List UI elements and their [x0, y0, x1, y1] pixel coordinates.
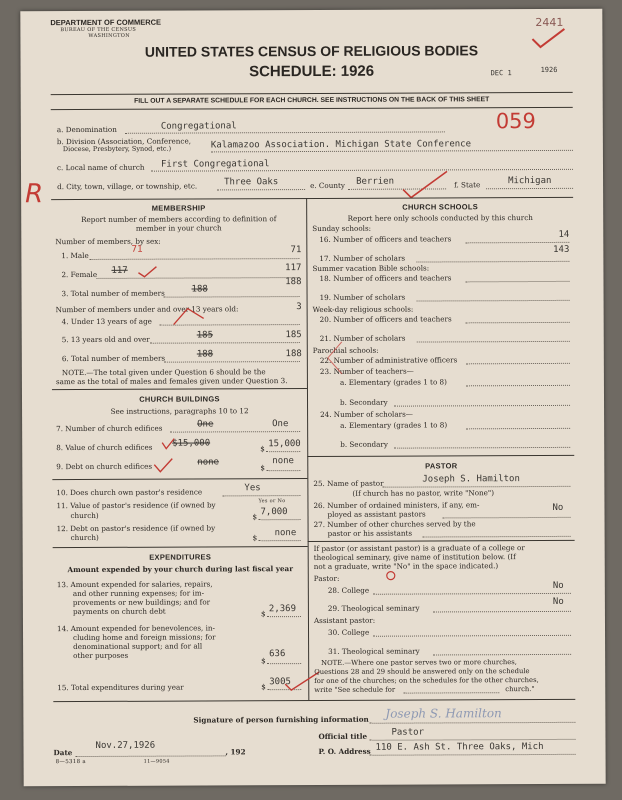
margin-r-mark: R: [25, 179, 44, 210]
under-over-label: Number of members under and over 13 years old:: [55, 304, 239, 315]
q13-label-1: 13. Amount expended for salaries, repairs,: [56, 579, 213, 590]
pastor-note-5: church.": [505, 685, 535, 694]
q21-label: 21. Number of scholars: [319, 333, 406, 343]
q12-value: none: [274, 528, 297, 539]
q5-label: 5. 13 years old and over: [61, 334, 150, 345]
red-checkmark-icon: [528, 27, 568, 49]
sunday-schools-label: Sunday schools:: [312, 223, 372, 234]
q9-pen-value: none: [197, 457, 219, 468]
schedule-title: SCHEDULE: 1926: [249, 62, 375, 81]
expenditures-section-title: EXPENDITURES: [149, 552, 212, 562]
q2-value: 117: [285, 263, 302, 274]
expenditures-sub: Amount expended by your church during last fiscal year: [67, 564, 294, 575]
q13-label-3: provements or new buildings; and for: [72, 597, 211, 608]
q19-label: 19. Number of scholars: [319, 292, 406, 302]
form-title: UNITED STATES CENSUS OF RELIGIOUS BODIES: [144, 42, 479, 60]
q5-pen-value: 185: [196, 330, 214, 341]
q15-value: 3005: [269, 677, 291, 688]
pastor-note-2: Questions 28 and 29 should be answered only on the schedule: [314, 667, 530, 676]
q14-label-4: other purposes: [73, 650, 129, 661]
official-title-label: Official title: [318, 731, 368, 741]
pastor-note-3: for one of the churches; on the schedules for the other churches,: [314, 676, 539, 685]
membership-sub-1: Report number of members according to definition of: [81, 214, 277, 225]
red-circle-mark-icon: [385, 570, 397, 582]
red-arrow-q4-icon: [172, 304, 206, 328]
schools-section-title: CHURCH SCHOOLS: [402, 202, 479, 212]
pastor-sub-label: Pastor:: [313, 573, 340, 583]
buildings-sub: See instructions, paragraphs 10 to 12: [110, 406, 249, 416]
pastor-note-4: write "See schedule for: [314, 685, 396, 694]
received-stamp-year: 1926: [540, 65, 558, 75]
q11-label-1: 11. Value of pastor's residence (if owned by: [56, 500, 216, 511]
q27-label-1: 27. Number of other churches served by the: [313, 519, 476, 529]
q2-pen-value: 117: [111, 265, 128, 276]
date-value: Nov.27,1926: [95, 740, 156, 751]
q24-label: 24. Number of scholars—: [320, 409, 413, 419]
q24-elementary-label: a. Elementary (grades 1 to 8): [340, 420, 448, 430]
red-check-county-icon: [401, 169, 451, 199]
q8-label: 8. Value of church edifices: [56, 442, 153, 453]
q22-label: 22. Number of administrative officers: [319, 355, 458, 365]
q7-value: One: [272, 419, 289, 430]
weekday-schools-label: Week-day religious schools:: [312, 304, 414, 315]
q11-value: 7,000: [260, 507, 288, 518]
q4-label: 4. Under 13 years of age: [61, 316, 152, 327]
q29-label: 29. Theological seminary: [327, 603, 420, 613]
q7-label: 7. Number of church edifices: [56, 423, 163, 434]
county-value: Berrien: [356, 176, 395, 187]
state-label: f. State: [454, 180, 481, 190]
q26-value: No: [552, 502, 564, 513]
q31-label: 31. Theological seminary: [328, 646, 420, 656]
q14-label-3: denominational support; and for all: [73, 641, 203, 652]
graduate-instruction-3: not a graduate, write "No" in the space indicated.): [313, 561, 499, 571]
pastor-note-1: NOTE.—Where one pastor serves two or more churches,: [321, 658, 517, 667]
q27-label-2: pastor or his assistants: [327, 528, 413, 538]
q17-value: 143: [553, 244, 570, 255]
q9-value: none: [272, 456, 294, 467]
instruction-line: FILL OUT A SEPARATE SCHEDULE FOR EACH CHURCH. SEE INSTRUCTIONS ON THE BACK OF THIS SHEET: [134, 96, 490, 105]
form-code-1: 8—5318 a: [55, 758, 87, 766]
schools-sub: Report here only schools conducted by this church: [347, 213, 533, 223]
buildings-section-title: CHURCH BUILDINGS: [139, 394, 220, 404]
q14-label-2: cluding home and foreign missions; for: [73, 632, 216, 643]
local-name-label: c. Local name of church: [56, 162, 145, 173]
q2-label: 2. Female: [61, 269, 98, 280]
q18-label: 18. Number of officers and teachers: [319, 273, 452, 283]
signature-label: Signature of person furnishing information: [193, 714, 369, 725]
red-bracket-mark-icon: [322, 338, 346, 378]
q6-pen-value: 188: [196, 349, 214, 360]
q14-label-1: 14. Amount expended for benevolences, in-: [56, 623, 215, 634]
q12-label-1: 12. Debt on pastor's residence (if owned by: [56, 523, 216, 534]
form-code-2: 11—9054: [143, 758, 170, 765]
red-tally-number: 059: [495, 109, 536, 134]
q16-label: 16. Number of officers and teachers: [319, 234, 452, 244]
q16-value: 14: [558, 229, 570, 240]
q3-pen-value: 188: [191, 284, 208, 295]
q5-value: 185: [285, 330, 302, 341]
city-value: Three Oaks: [224, 177, 279, 188]
department-heading: DEPARTMENT OF COMMERCE: [50, 17, 162, 28]
q3-value: 188: [285, 277, 302, 288]
q29-value: No: [552, 596, 564, 607]
q20-label: 20. Number of officers and teachers: [319, 314, 452, 324]
q23-elementary-label: a. Elementary (grades 1 to 8): [339, 377, 447, 387]
q23-secondary-label: b. Secondary: [340, 397, 388, 407]
q25-value: Joseph S. Hamilton: [422, 474, 520, 485]
q8-pen-value: $15,000: [172, 438, 211, 449]
q6-label: 6. Total number of members: [61, 353, 166, 364]
red-tick-q9-icon: [152, 457, 174, 475]
division-value: Kalamazoo Association. Michigan State Conference: [210, 139, 472, 151]
year-suffix: , 192: [225, 747, 246, 757]
q30-label: 30. College: [328, 627, 370, 637]
red-tick-q2-icon: [136, 265, 158, 279]
state-value: Michigan: [508, 175, 552, 187]
q24-secondary-label: b. Secondary: [340, 439, 388, 449]
red-tick-q8-icon: [160, 437, 176, 451]
denomination-label: a. Denomination: [56, 124, 117, 135]
q23-label: 23. Number of teachers—: [319, 366, 414, 376]
q6-value: 188: [285, 349, 302, 360]
members-by-sex-label: Number of members, by sex:: [55, 236, 161, 247]
q25-label: 25. Name of pastor: [313, 478, 384, 488]
q28-value: No: [552, 580, 564, 591]
graduate-instruction-2: theological seminary, give name of institution below. (If: [313, 552, 516, 562]
denomination-value: Congregational: [160, 121, 237, 132]
city-heading: WASHINGTON: [88, 32, 130, 39]
q7-pen-value: One: [197, 419, 214, 430]
q28-label: 28. College: [327, 585, 370, 595]
po-address-label: P. O. Address: [318, 746, 371, 756]
bureau-heading: BUREAU OF THE CENSUS: [60, 26, 137, 34]
q10-label: 10. Does church own pastor's residence: [56, 487, 203, 498]
official-title-value: Pastor: [391, 727, 425, 738]
q26-label-1: 26. Number of ordained ministers, if any, em-: [313, 500, 480, 510]
county-label: e. County: [310, 180, 345, 191]
q9-label: 9. Debt on church edifices: [56, 461, 153, 472]
q3-label: 3. Total number of members: [61, 288, 165, 299]
q13-label-2: and other running expenses; for im-: [72, 588, 205, 599]
q8-value: 15,000: [268, 439, 301, 450]
q12-label-2: church): [70, 532, 99, 543]
under-over-value: 3: [296, 302, 302, 313]
corner-number: 2441: [535, 15, 564, 30]
graduate-instruction-1: If pastor (or assistant pastor) is a graduate of a college or: [313, 543, 525, 553]
q13-label-4: payments on church debt: [72, 606, 166, 617]
q14-value: 636: [269, 649, 286, 660]
city-label: d. City, town, village, or township, etc.: [57, 181, 198, 192]
q1-value: 71: [290, 245, 302, 256]
membership-section-title: MEMBERSHIP: [151, 203, 206, 213]
q10-value: Yes: [244, 483, 261, 494]
q1-label: 1. Male: [61, 250, 89, 261]
summer-schools-label: Summer vacation Bible schools:: [312, 263, 430, 274]
q15-label: 15. Total expenditures during year: [57, 682, 184, 693]
division-label-2: Diocese, Presbytery, Synod, etc.): [62, 144, 172, 154]
pastor-section-title: PASTOR: [425, 461, 458, 471]
division-label-1: b. Division (Association, Conference,: [56, 136, 191, 147]
membership-note-2: same as the total of males and females given under Question 3.: [55, 376, 288, 387]
q13-value: 2,369: [268, 604, 297, 615]
date-label: Date: [53, 748, 73, 758]
q26-label-2: ployed as assistant pastors: [327, 509, 426, 519]
q11-yes-no-note: Yes or No: [258, 498, 286, 505]
q17-label: 17. Number of scholars: [319, 253, 406, 263]
census-schedule-sheet: DEPARTMENT OF COMMERCE BUREAU OF THE CENSUS WASHINGTON UNITED STATES CENSUS OF RELIGIOUS BODIES SCHEDULE: 1926 DEC 1 1926 2441 FILL OUT A SEPARATE SCHEDULE FOR EACH CHURCH. SEE INSTRUCTIONS ON THE BACK OF THIS SHEET a. Denomination Congregational 059 b. Division (Association, Conference, Diocese, Presbytery, Synod, etc.) Kalamazoo Association. Michigan State Conference c. Local name of church First Congregational d. City, town, village, or township, etc. Three Oaks e. County Berrien f. State Michigan R MEMBERSHIP Report number of members according to definition of member in your church Number of members, by sex: 1. Male 71 71 2. Female 117 117 3. Total number of members 188 188 Number of members under and over 13 years old: 3 4. Under 13 years of age 5. 13 years old and over 185 185 6. Total number of members 188 188 NOTE.—The total given under Question 6 should be the same as the total of males and females given under Question 3. CHURCH BUILDINGS See instructions, paragraphs 10 to 12 7. Number of church edifices One One 8. Value of church edifices $15,000 $ 15,000 9. Debt on church edifices none $ none 10. Does church own pastor's residence Yes 11. Value of pastor's residence (if owned by Yes or No church) $ 7,000 12. Debt on pastor's residence (if owned by church) $ none EXPENDITURES Amount expended by your church during last fiscal year 13. Amount expended for salaries, repairs, and other running expenses; for im- provements or new buildings; and for payments on church debt $ 2,369 14. Amount expended for benevolences, in- cluding home and foreign missions; for denominational support; and for all other purposes $ 636 15. Total expenditures during year $ 3005 CHURCH SCHOOLS Report here only schools conducted by this church Sunday schools: 16. Number of officers and teachers 14 17. Number of scholars 143 Summer vacation Bible schools: 18. Number of officers and teachers 19. Number of scholars Week-day religious schools: 20. Number of officers and teachers 21. Number of scholars Parochial schools: 22. Number of administrative officers 23. Number of teachers— a. Elementary (grades 1 to 8) b. Secondary 24. Number of scholars— a. Elementary (grades 1 to 8) b. Secondary PASTOR 25. Name of pastor Joseph S. Hamilton (If church has no pastor, write "None") 26. Number of ordained ministers, if any, em- ployed as assistant pastors No 27. Number of other churches served by the pastor or his assistants If pastor (or assistant pastor) is a graduate of a college or theological seminary, give name of institution below. (If not a graduate, write "No" in the space indicated.) Pastor: 28. College No 29. Theological seminary No Assistant pastor: 30. College 31. Theological seminary NOTE.—Where one pastor serves two or more churches, Questions 28 and 29 should be answered only on the schedule for one of the churches; on the schedules for the other churches, write "See schedule for church." Signature of person furnishing information Joseph S. Hamilton Official title Pastor Date Nov.27,1926 , 192 P. O. Address 110 E. Ash St. Three Oaks, Mich 8—5318 a 11—9054: [20, 9, 605, 787]
q11-label-2: church): [70, 510, 99, 521]
po-address-value: 110 E. Ash St. Three Oaks, Mich: [375, 741, 544, 753]
received-stamp-date: DEC 1: [490, 69, 512, 78]
signature-value: Joseph S. Hamilton: [385, 706, 502, 721]
assistant-pastor-label: Assistant pastor:: [313, 615, 376, 625]
local-name-value: First Congregational: [160, 159, 270, 170]
q25-note: (If church has no pastor, write "None"): [352, 488, 495, 498]
membership-sub-2: member in your church: [135, 223, 222, 233]
parochial-schools-label: Parochial schools:: [312, 345, 379, 356]
membership-note-1: NOTE.—The total given under Question 6 should be the: [61, 367, 266, 378]
q1-pen-value: 71: [131, 244, 143, 255]
